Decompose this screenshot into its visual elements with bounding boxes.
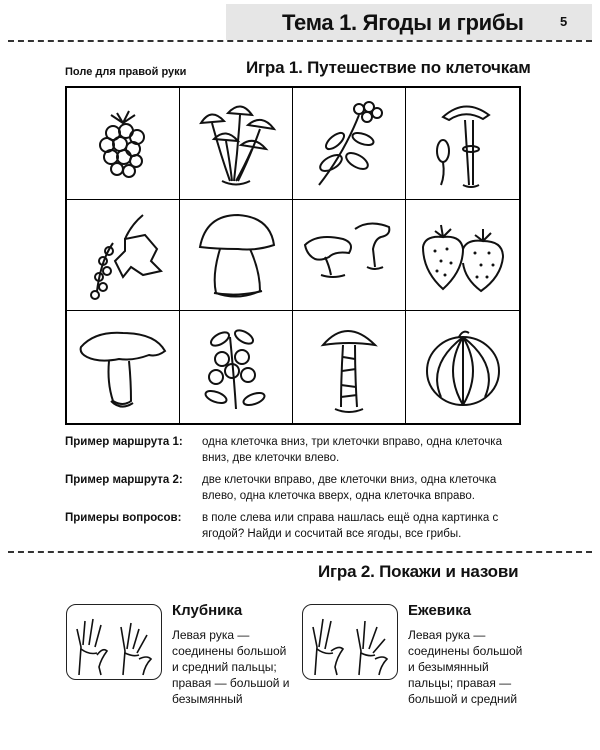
- route-label: Пример маршрута 1:: [65, 436, 183, 448]
- porcini-mushroom-icon: [186, 205, 286, 305]
- route-label: Пример маршрута 2:: [65, 474, 183, 486]
- route-label: Примеры вопросов:: [65, 512, 182, 524]
- grid-cell[interactable]: [180, 88, 293, 200]
- grid-cell[interactable]: [67, 200, 180, 312]
- hands-gesture-icon: [67, 605, 163, 681]
- grid-cell[interactable]: [406, 311, 519, 423]
- page-title: Тема 1. Ягоды и грибы: [282, 10, 524, 35]
- route-text: две клеточки вправо, две клеточки вниз, одна клеточка влево, одна клеточка вверх, одна клеточка вправо.: [202, 474, 497, 502]
- grid-cell[interactable]: [180, 200, 293, 312]
- currant-branch-icon: [73, 205, 173, 305]
- grid-cell[interactable]: [293, 311, 406, 423]
- page-number: 5: [560, 14, 568, 29]
- gesture-description: Левая рука — соединены большой и средний пальцы; правая — большой и безымянный: [172, 628, 290, 706]
- route-text: в поле слева или справа нашлась ещё одна картинка с ягодой? Найди и сосчитай все ягоды, все грибы.: [202, 512, 499, 540]
- gesture-name: Ежевика: [408, 602, 472, 619]
- milk-cap-mushroom-icon: [73, 317, 173, 417]
- mushroom-cluster-icon: [186, 93, 286, 193]
- section-divider: [8, 551, 592, 553]
- game2-title: Игра 2. Покажи и назови: [318, 562, 519, 581]
- grid-cell[interactable]: [67, 311, 180, 423]
- picture-grid: [65, 86, 521, 425]
- lingonberry-branch-icon: [299, 93, 399, 193]
- gesture-description: Левая рука — соединены большой и безымянный пальцы; правая — большой и средний: [408, 628, 523, 706]
- blueberry-branch-icon: [186, 317, 286, 417]
- grid-cell[interactable]: [293, 200, 406, 312]
- gesture-name: Клубника: [172, 602, 243, 619]
- gesture-card-blackberry: [302, 604, 398, 680]
- hands-gesture-icon: [303, 605, 399, 681]
- strawberry-icon: [413, 205, 513, 305]
- grid-cell[interactable]: [406, 200, 519, 312]
- watermelon-icon: [413, 317, 513, 417]
- header-divider: [8, 40, 592, 42]
- grid-cell[interactable]: [67, 88, 180, 200]
- grid-cell[interactable]: [406, 88, 519, 200]
- raspberry-icon: [73, 93, 173, 193]
- grid-cell[interactable]: [293, 88, 406, 200]
- parasol-mushroom-icon: [413, 93, 513, 193]
- game1-title: Игра 1. Путешествие по клеточкам: [246, 58, 531, 77]
- grid-cell[interactable]: [180, 311, 293, 423]
- gesture-card-strawberry: [66, 604, 162, 680]
- birch-bolete-icon: [299, 317, 399, 417]
- field-label: Поле для правой руки: [65, 66, 187, 78]
- chanterelle-mushrooms-icon: [299, 205, 399, 305]
- route-text: одна клеточка вниз, три клеточки вправо, одна клеточка вниз, две клеточки влево.: [202, 436, 502, 464]
